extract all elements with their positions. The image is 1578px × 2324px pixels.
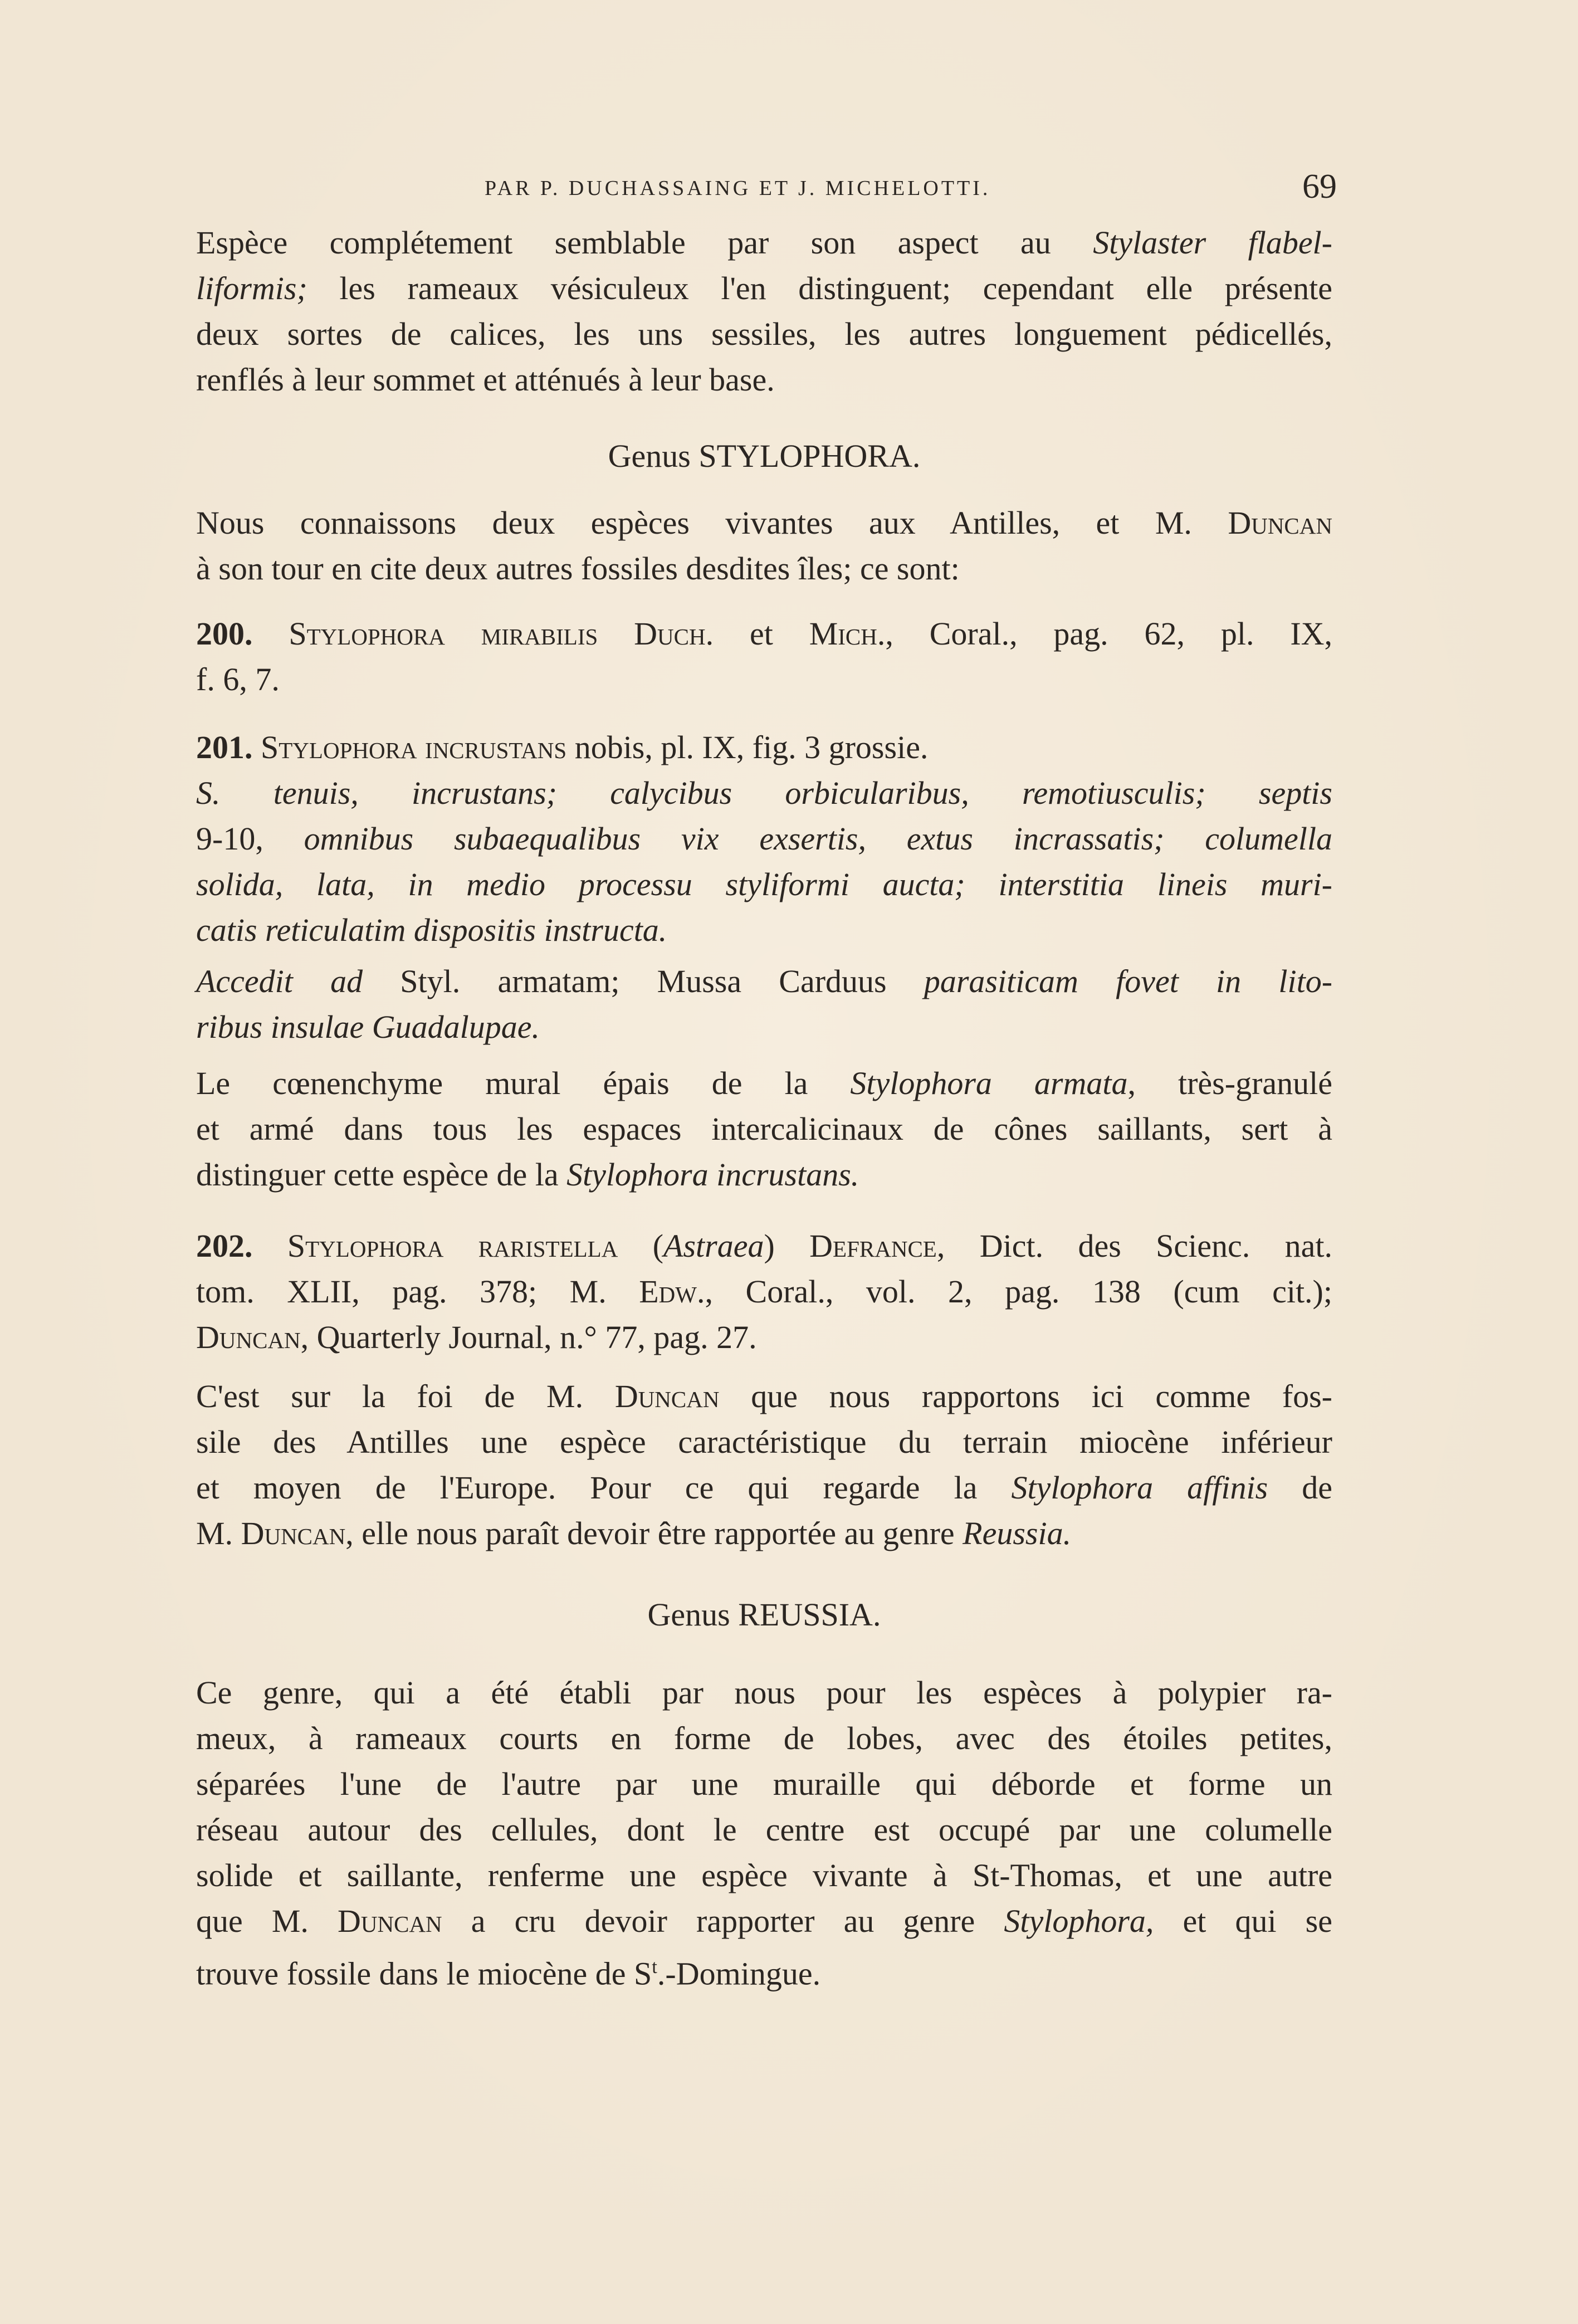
text-run: les rameaux vésiculeux l'en distinguent; cependant elle présente bbox=[307, 270, 1332, 306]
superscript: t bbox=[652, 1956, 657, 1978]
italic-run: Reussia. bbox=[963, 1515, 1072, 1551]
text-run: deux sortes de calices, les uns sessiles, les autres longuement pédicellés, bbox=[196, 316, 1332, 352]
text-run: renflés à leur sommet et atténués à leur base. bbox=[196, 362, 775, 398]
latin-line bbox=[196, 816, 1332, 862]
italic-run: liformis; bbox=[196, 270, 307, 306]
text-line bbox=[196, 311, 1332, 357]
text-run: , Dict. des Scienc. nat. bbox=[936, 1228, 1332, 1264]
species-name: Stylophora mirabilis bbox=[289, 616, 598, 652]
species-entry-line bbox=[196, 1223, 1332, 1269]
species-entry-line bbox=[196, 657, 1332, 702]
text-run: nobis, pl. IX, fig. 3 grossie. bbox=[566, 729, 929, 765]
text-run: C'est sur la foi de M. bbox=[196, 1378, 615, 1414]
text-run: , Quarterly Journal, n.° 77, pag. 27. bbox=[300, 1319, 757, 1355]
text-line bbox=[196, 546, 1332, 592]
species-name: Stylophora raristella bbox=[287, 1228, 618, 1264]
latin-line bbox=[196, 770, 1332, 816]
text-line bbox=[196, 1419, 1332, 1465]
text-run: , Coral., vol. 2, pag. 138 (cum cit.); bbox=[705, 1273, 1332, 1310]
species-entry-line bbox=[196, 1315, 1332, 1360]
author-name: Duncan bbox=[241, 1515, 346, 1551]
text-run: à son tour en cite deux autres fossiles desdites îles; ce sont: bbox=[196, 550, 960, 587]
text-run: et armé dans tous les espaces intercalicinaux de cônes saillants, sert à bbox=[196, 1111, 1332, 1147]
text-run: sile des Antilles une espèce caractéristique du terrain miocène inférieur bbox=[196, 1424, 1332, 1460]
text-run: Nous connaissons deux espèces vivantes aux Antilles, et M. bbox=[196, 505, 1228, 541]
species-entry-line bbox=[196, 611, 1332, 657]
text-run: de bbox=[1268, 1469, 1333, 1506]
species-number: 201. bbox=[196, 729, 253, 765]
author-name: Mich. bbox=[809, 616, 886, 652]
author-name: Duncan bbox=[1228, 505, 1332, 541]
text-line bbox=[196, 1807, 1332, 1853]
text-run: f. 6, 7. bbox=[196, 661, 280, 697]
section-heading: Genus REUSSIA. bbox=[647, 1596, 881, 1633]
text-run: que nous rapportons ici comme fos- bbox=[719, 1378, 1332, 1414]
text-run: Espèce complétement semblable par son aspect au bbox=[196, 224, 1093, 261]
text-run: réseau autour des cellules, dont le centre est occupé par une columelle bbox=[196, 1812, 1332, 1848]
text-line bbox=[196, 220, 1332, 266]
species-name: Stylophora incrustans bbox=[261, 729, 567, 765]
italic-run: Accedit ad bbox=[196, 963, 363, 999]
text-line bbox=[196, 1061, 1332, 1106]
text-line bbox=[196, 1670, 1332, 1716]
text-line bbox=[196, 1106, 1332, 1152]
text-run: a cru devoir rapporter au genre bbox=[442, 1903, 1004, 1939]
italic-run: Astraea bbox=[663, 1228, 764, 1264]
text-run: et qui se bbox=[1154, 1903, 1332, 1939]
running-title: PAR P. DUCHASSAING ET J. MICHELOTTI. bbox=[485, 177, 991, 200]
text-run: et bbox=[714, 616, 809, 652]
text-run: meux, à rameaux courts en forme de lobes, avec des étoiles petites, bbox=[196, 1720, 1332, 1756]
italic-run: Stylophora, bbox=[1004, 1903, 1154, 1939]
text-run: et moyen de l'Europe. Pour ce qui regarde la bbox=[196, 1469, 1012, 1506]
italic-run: Stylophora armata bbox=[850, 1065, 1128, 1101]
text-line bbox=[196, 1511, 1332, 1556]
text-line bbox=[196, 1152, 1332, 1198]
latin-line bbox=[196, 862, 1332, 907]
text-run: séparées l'une de l'autre par une muraille qui déborde et forme un bbox=[196, 1766, 1332, 1802]
species-number: 200. bbox=[196, 616, 253, 652]
text-run: Le cœnenchyme mural épais de la bbox=[196, 1065, 851, 1101]
italic-run: solida, lata, in medio processu styliformi aucta; interstitia lineis muri- bbox=[196, 866, 1332, 902]
text-run: , Coral., pag. 62, pl. IX, bbox=[885, 616, 1333, 652]
text-run: , très-granulé bbox=[1127, 1065, 1332, 1101]
text-line bbox=[196, 357, 1332, 403]
text-line bbox=[196, 1761, 1332, 1807]
author-name: Duncan bbox=[338, 1903, 442, 1939]
latin-line bbox=[196, 1004, 1332, 1050]
text-run: solide et saillante, renferme une espèce vivante à St-Thomas, et une autre bbox=[196, 1857, 1332, 1893]
text-line bbox=[196, 1374, 1332, 1419]
italic-run: omnibus subaequalibus vix exsertis, extus incrassatis; columella bbox=[304, 821, 1332, 857]
author-name: Duch. bbox=[634, 616, 714, 652]
author-name: Duncan bbox=[196, 1319, 301, 1355]
text-line bbox=[196, 1465, 1332, 1511]
author-name: Duncan bbox=[614, 1378, 720, 1414]
text-line bbox=[196, 500, 1332, 546]
italic-run: Stylophora affinis bbox=[1011, 1469, 1268, 1506]
text-run: , elle nous paraît devoir être rapportée au genre bbox=[345, 1515, 963, 1551]
text-run: ) bbox=[764, 1228, 810, 1264]
latin-line bbox=[196, 959, 1332, 1004]
text-run: ( bbox=[618, 1228, 664, 1264]
author-name: Defrance bbox=[809, 1228, 937, 1264]
italic-run: parasiticam fovet in lito- bbox=[924, 963, 1333, 999]
italic-run: catis reticulatim dispositis instructa. bbox=[196, 912, 667, 948]
text-run: distinguer cette espèce de la bbox=[196, 1156, 567, 1193]
species-entry-line bbox=[196, 725, 1332, 770]
text-line bbox=[196, 1853, 1332, 1898]
species-entry-line bbox=[196, 1269, 1332, 1315]
text-run: trouve fossile dans le miocène de S bbox=[196, 1955, 652, 1992]
text-run: 9-10, bbox=[196, 821, 304, 857]
text-run: que M. bbox=[196, 1903, 338, 1939]
species-number: 202. bbox=[196, 1228, 253, 1264]
text-run: Ce genre, qui a été établi par nous pour les espèces à polypier ra- bbox=[196, 1674, 1332, 1711]
text-run: .-Domingue. bbox=[657, 1955, 821, 1992]
author-name: Edw. bbox=[639, 1273, 705, 1310]
text-line bbox=[196, 1944, 1332, 1990]
section-heading: Genus STYLOPHORA. bbox=[608, 438, 921, 474]
page-number: 69 bbox=[1302, 168, 1337, 206]
text-run: M. bbox=[196, 1515, 241, 1551]
text-line bbox=[196, 266, 1332, 311]
text-run: tom. XLII, pag. 378; M. bbox=[196, 1273, 639, 1310]
text-line bbox=[196, 1898, 1332, 1944]
italic-run: ribus insulae Guadalupae. bbox=[196, 1009, 540, 1045]
text-run: Styl. armatam; Mussa Carduus bbox=[363, 963, 924, 999]
italic-run: S. tenuis, incrustans; calycibus orbicularibus, remotiusculis; septis bbox=[196, 775, 1332, 811]
italic-run: Stylaster flabel- bbox=[1093, 224, 1332, 261]
text-line bbox=[196, 1716, 1332, 1761]
latin-line bbox=[196, 907, 1332, 953]
running-header bbox=[195, 168, 1337, 206]
italic-run: Stylophora incrustans. bbox=[566, 1156, 859, 1193]
